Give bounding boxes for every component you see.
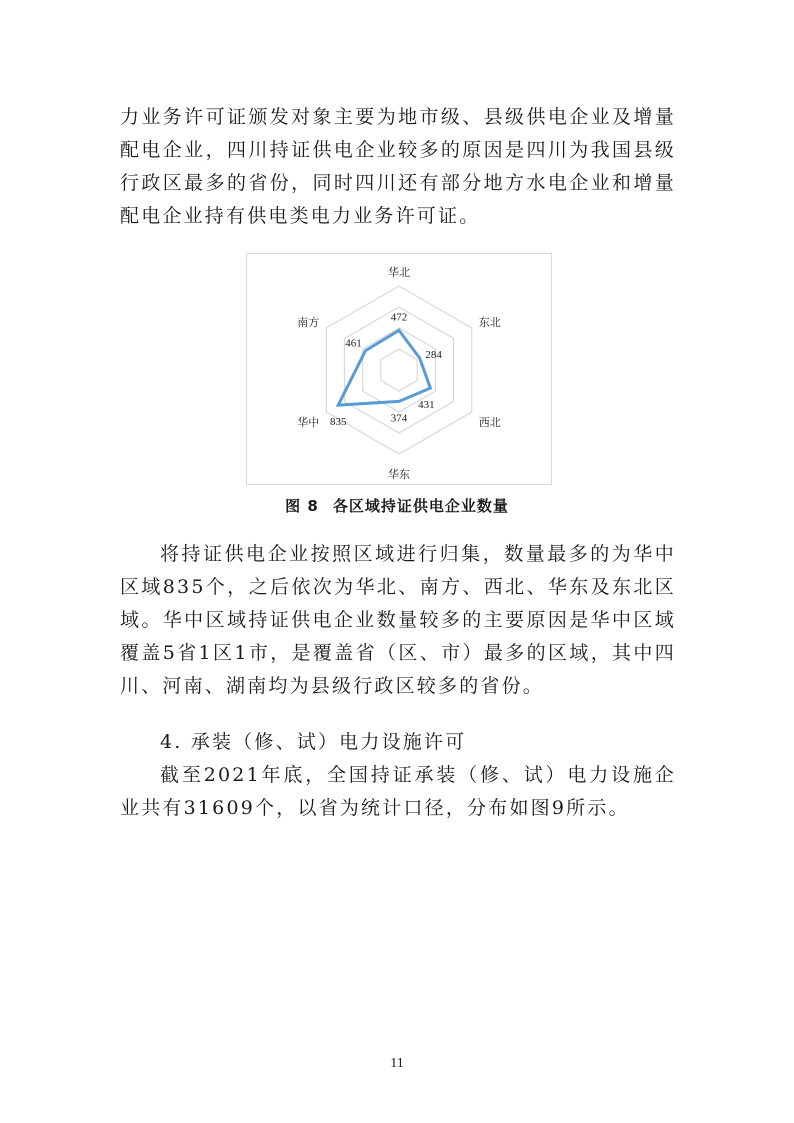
radar-chart-figure [246, 253, 552, 485]
value-label-5: 461 [345, 337, 362, 350]
axis-label-1: 东北 [478, 316, 501, 329]
paragraph-3: 截至2021年底，全国持证承装（修、试）电力设施企业共有31609个，以省为统计口径，分布如图9所示。 [120, 764, 676, 819]
axis-label-2: 西北 [478, 416, 501, 429]
radar-chart [247, 254, 551, 484]
axis-label-5: 南方 [297, 316, 320, 329]
radar-ring-0 [381, 349, 417, 391]
value-label-2: 431 [418, 399, 435, 412]
figure-caption [0, 495, 794, 516]
radar-value-labels [330, 311, 442, 428]
value-label-4: 835 [330, 416, 347, 429]
axis-label-4: 华中 [297, 416, 320, 429]
axis-label-0: 华北 [388, 266, 410, 279]
figure-number: 图 8 [285, 497, 319, 515]
paragraph-2: 将持证供电企业按照区域进行归集，数量最多的为华中区域835个，之后依次为华北、南方、西北、华东及东北区域。华中区域持证供电企业数量较多的主要原因是华中区域覆盖5省1区1市，是覆盖省（区、市）最多的区域，其中四川、河南、湖南均为县级行政区较多的省份。 [120, 543, 676, 697]
axis-label-3: 华东 [388, 468, 410, 481]
radar-axis-labels [297, 265, 500, 481]
page-number: 11 [390, 1056, 404, 1071]
value-label-1: 284 [425, 349, 442, 362]
paragraph-1: 力业务许可证颁发对象主要为地市级、县级供电企业及增量配电企业，四川持证供电企业较多的原因是四川为我国县级行政区最多的省份，同时四川还有部分地方水电企业和增量配电企业持有供电类电力业务许可证。 [120, 106, 676, 227]
section-heading-4: 4. 承装（修、试）电力设施许可 [160, 731, 467, 753]
figure-title: 各区域持证供电企业数量 [332, 497, 509, 515]
value-label-0: 472 [390, 311, 408, 324]
value-label-3: 374 [390, 412, 408, 425]
